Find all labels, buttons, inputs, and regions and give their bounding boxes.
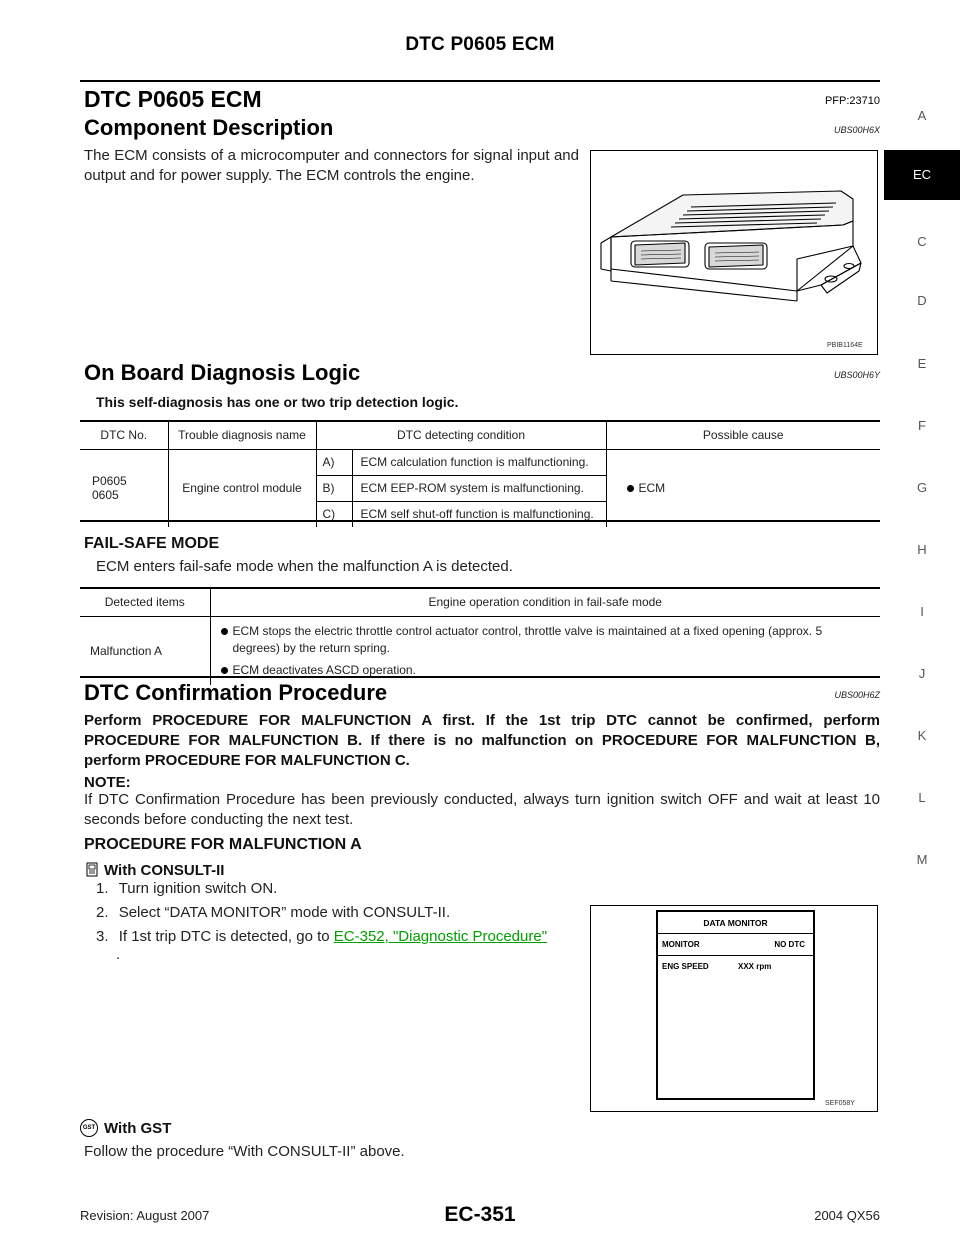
condition-a-text: ECM calculation function is malfunctioning. bbox=[360, 455, 589, 469]
step-3-num: 3. bbox=[96, 928, 109, 945]
condition-c-label: C) bbox=[317, 502, 353, 527]
failsafe-header-items: Detected items bbox=[80, 588, 210, 616]
header-rule bbox=[80, 80, 880, 82]
failsafe-table bbox=[80, 588, 880, 685]
obd-cause-text: ECM bbox=[638, 481, 666, 495]
obd-name-cell: Engine control module bbox=[168, 449, 316, 527]
obd-table-bottom-rule bbox=[80, 520, 880, 522]
obd-header-cause: Possible cause bbox=[606, 421, 880, 449]
failsafe-intro: ECM enters fail-safe mode when the malfunction A is detected. bbox=[96, 558, 513, 575]
tab-l[interactable]: L bbox=[918, 790, 926, 805]
ecm-figure bbox=[590, 150, 878, 355]
component-title: Component Description bbox=[84, 115, 334, 140]
obd-header-condition: DTC detecting condition bbox=[316, 421, 606, 449]
obd-cause-cell bbox=[606, 449, 880, 527]
step-3-text: If 1st trip DTC is detected, go to bbox=[118, 928, 334, 945]
gst-text: Follow the procedure “With CONSULT-II” above. bbox=[84, 1143, 405, 1160]
tab-g[interactable]: G bbox=[916, 480, 928, 495]
condition-c-text: ECM self shut-off function is malfunctioning. bbox=[360, 507, 594, 521]
confirmation-code: UBS00H6Z bbox=[834, 690, 880, 700]
failsafe-condition-cell bbox=[210, 616, 880, 685]
tab-e[interactable]: E bbox=[917, 356, 927, 371]
data-monitor-figure bbox=[590, 905, 878, 1112]
footer-model: 2004 QX56 bbox=[814, 1208, 880, 1223]
component-text: The ECM consists of a microcomputer and connectors for signal input and output and for power supply. The ECM controls the engine. bbox=[84, 147, 579, 184]
ecm-unit-illustration bbox=[591, 151, 876, 353]
diagnostic-procedure-link[interactable]: EC-352, "Diagnostic Procedure" bbox=[333, 928, 548, 945]
gst-icon: GST bbox=[80, 1119, 98, 1137]
page-header-title: DTC P0605 ECM bbox=[405, 34, 555, 55]
gst-label: With GST bbox=[104, 1119, 172, 1137]
obd-header-dtc: DTC No. bbox=[80, 421, 168, 449]
monitor-figure-code: SEF058Y bbox=[825, 1100, 855, 1107]
tab-a[interactable]: A bbox=[917, 108, 927, 123]
failsafe-bullet-1-text: ECM stops the electric throttle control actuator control, throttle valve is maintained at a fixed opening (approx. 5 degrees) by the return spring. bbox=[232, 623, 823, 655]
step-3 bbox=[96, 927, 582, 947]
step-3-after: . bbox=[116, 946, 121, 963]
obd-dtc-cell bbox=[80, 449, 168, 527]
tab-d[interactable]: D bbox=[917, 293, 927, 308]
failsafe-table-bottom-rule bbox=[80, 676, 880, 678]
failsafe-title: FAIL-SAFE MODE bbox=[84, 535, 220, 552]
step-2-text: Select “DATA MONITOR” mode with CONSULT-II. bbox=[118, 904, 451, 921]
condition-b-text: ECM EEP-ROM system is malfunctioning. bbox=[360, 481, 584, 495]
monitor-screen bbox=[656, 910, 815, 1100]
procedure-title: PROCEDURE FOR MALFUNCTION A bbox=[84, 836, 362, 853]
obd-header-name: Trouble diagnosis name bbox=[168, 421, 316, 449]
condition-a-label: A) bbox=[317, 450, 353, 475]
monitor-header-row bbox=[658, 934, 813, 956]
step-2-num: 2. bbox=[96, 904, 109, 921]
obd-condition-c bbox=[316, 501, 606, 527]
obd-title: On Board Diagnosis Logic bbox=[84, 360, 361, 385]
note-label: NOTE: bbox=[84, 774, 131, 791]
component-code: UBS00H6X bbox=[833, 125, 880, 135]
tab-j[interactable]: J bbox=[918, 666, 926, 681]
tab-ec-active[interactable]: EC bbox=[884, 150, 960, 200]
monitor-row-value: XXX rpm bbox=[738, 962, 772, 971]
confirmation-title: DTC Confirmation Procedure bbox=[84, 680, 388, 705]
step-1 bbox=[96, 879, 277, 899]
tab-h[interactable]: H bbox=[917, 542, 927, 557]
footer-page-number: EC-351 bbox=[444, 1203, 516, 1226]
pfp-code: PFP:23710 bbox=[824, 95, 880, 107]
tab-k[interactable]: K bbox=[917, 728, 927, 743]
component-figure-code: PBIB1164E bbox=[827, 342, 863, 349]
monitor-col-2: NO DTC bbox=[774, 940, 805, 949]
monitor-title: DATA MONITOR bbox=[658, 912, 813, 934]
monitor-data-row bbox=[658, 956, 813, 978]
consult-tool-icon bbox=[84, 862, 100, 878]
note-text: If DTC Confirmation Procedure has been previously conducted, always turn ignition switch OFF and wait at least 10 seconds before conducting the next test. bbox=[84, 791, 880, 828]
failsafe-header-condition: Engine operation condition in fail-safe mode bbox=[210, 588, 880, 616]
tab-i[interactable]: I bbox=[920, 604, 924, 619]
monitor-col-1: MONITOR bbox=[662, 940, 700, 949]
step-2 bbox=[96, 903, 450, 923]
section-title: DTC P0605 ECM bbox=[84, 86, 262, 112]
tab-f[interactable]: F bbox=[918, 418, 926, 433]
footer-revision: Revision: August 2007 bbox=[80, 1208, 210, 1223]
tab-c[interactable]: C bbox=[917, 234, 927, 249]
obd-code: UBS00H6Y bbox=[833, 370, 880, 380]
obd-condition-a bbox=[316, 449, 606, 475]
obd-intro: This self-diagnosis has one or two trip detection logic. bbox=[96, 394, 459, 410]
obd-table bbox=[80, 421, 880, 527]
consult-row bbox=[84, 859, 224, 881]
condition-b-label: B) bbox=[317, 476, 353, 501]
failsafe-bullet-1 bbox=[221, 623, 867, 657]
confirmation-instruction: Perform PROCEDURE FOR MALFUNCTION A first. If the 1st trip DTC cannot be confirmed, perform PROCEDURE FOR MALFUNCTION B. If there is no malfunction on PROCEDURE FOR MALFUNCTION B, perform PROCEDURE FOR MALFUNCTION C. bbox=[84, 712, 880, 769]
cause-bullet bbox=[627, 485, 634, 492]
monitor-row-label: ENG SPEED bbox=[662, 962, 709, 971]
gst-row bbox=[80, 1117, 171, 1139]
obd-dtc-code-2: 0605 bbox=[92, 488, 119, 502]
obd-dtc-code: P0605 bbox=[92, 474, 127, 488]
failsafe-item-cell: Malfunction A bbox=[90, 643, 163, 658]
failsafe-bullet-2-text: ECM deactivates ASCD operation. bbox=[232, 662, 416, 677]
step-1-num: 1. bbox=[96, 880, 109, 897]
tab-m[interactable]: M bbox=[916, 852, 928, 867]
consult-label: With CONSULT-II bbox=[104, 861, 225, 879]
obd-condition-b bbox=[316, 475, 606, 501]
step-1-text: Turn ignition switch ON. bbox=[118, 880, 278, 897]
